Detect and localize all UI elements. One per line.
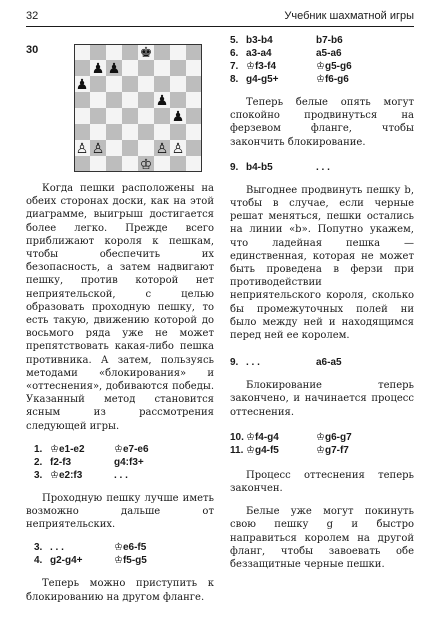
diagram-number: 30 xyxy=(26,44,39,56)
move-number: 3. xyxy=(34,542,43,554)
black-move: . . . xyxy=(114,469,128,481)
board-square xyxy=(122,108,138,124)
black-move: ♔g7-f7 xyxy=(316,444,349,456)
board-square xyxy=(186,156,202,172)
white-move: g4-g5+ xyxy=(246,74,279,85)
page-header xyxy=(26,8,414,27)
board-square xyxy=(138,76,154,92)
board-square xyxy=(122,140,138,156)
board-square xyxy=(74,124,90,140)
move-row xyxy=(230,73,414,86)
board-square xyxy=(186,60,202,76)
move-9 xyxy=(230,161,414,174)
white-move: . . . xyxy=(246,357,260,369)
move-number: 10. xyxy=(230,431,244,443)
move-row xyxy=(26,443,214,456)
move-row xyxy=(26,541,214,554)
move-number: 8. xyxy=(230,74,239,85)
black-move: ♔g6-g7 xyxy=(316,431,352,443)
black-move: ♔e6-f5 xyxy=(114,542,147,554)
board-square xyxy=(186,92,202,108)
paragraph-pushback-done: Процесс оттеснения теперь закончен. xyxy=(230,469,414,495)
board-square xyxy=(106,156,122,172)
board-square xyxy=(90,124,106,140)
move-number: 2. xyxy=(34,456,43,468)
white-move: b4-b5 xyxy=(246,161,273,173)
paragraph-queen-side: Теперь белые опять могут спокойно продвинуться на ферзевом фланге, чтобы закончить блокирование. xyxy=(230,97,414,148)
move-number: 9. xyxy=(230,161,239,173)
board-square xyxy=(122,124,138,140)
white-move: ♔g4-f5 xyxy=(246,444,279,456)
move-number: 4. xyxy=(34,555,43,567)
black-move: g4:f3+ xyxy=(114,456,144,468)
chess-piece: ♟ xyxy=(171,109,185,125)
board-square xyxy=(106,92,122,108)
white-move: f2-f3 xyxy=(50,456,72,468)
board-square xyxy=(138,108,154,124)
board-square xyxy=(186,140,202,156)
white-move: ♔f4-g4 xyxy=(246,431,279,443)
board-square xyxy=(90,108,106,124)
move-list-3 xyxy=(230,34,414,86)
board-square xyxy=(74,92,90,108)
board-square xyxy=(138,124,154,140)
page-number: 32 xyxy=(26,10,39,22)
board-square xyxy=(138,92,154,108)
chess-piece: ♙ xyxy=(171,141,185,157)
board-square xyxy=(170,44,186,60)
move-list-2 xyxy=(26,541,214,567)
board-square xyxy=(154,108,170,124)
board-square xyxy=(154,124,170,140)
white-move: ♔e1-e2 xyxy=(50,443,85,455)
chess-piece: ♙ xyxy=(155,141,169,157)
chess-piece: ♟ xyxy=(75,77,89,93)
board-square xyxy=(186,76,202,92)
move-number: 5. xyxy=(230,35,239,46)
board-square xyxy=(122,76,138,92)
board-square xyxy=(170,156,186,172)
board-square xyxy=(74,108,90,124)
book-title: Учебник шахматной игры xyxy=(284,10,414,22)
move-number: 3. xyxy=(34,469,43,481)
chess-diagram xyxy=(74,44,202,172)
paragraph-intro: Когда пешки расположены на обеих сторонах доски, как на этой диаграмме, выигрыш достигается более легко. Прежде всего приближают короля к пешкам, чтобы обеспечить их безопасность, а затем надвигают пешку, против которой нет неприятельской, с целью образовать проходную пешку, то есть такую, движению которой до восьмого ряда уже не может препятствовать какая-либо пешка противника. А затем, пользуясь методами «блокирования» и «оттеснения», добиваются победы. Указанный метод становится ясным из рассмотрения следующей игры. xyxy=(26,183,214,432)
left-column xyxy=(26,34,214,604)
board-square xyxy=(154,156,170,172)
move-row xyxy=(26,469,214,482)
black-move: ♔f6-g6 xyxy=(316,74,349,85)
white-move: a3-a4 xyxy=(246,48,272,59)
board-square xyxy=(138,140,154,156)
board-square xyxy=(90,156,106,172)
move-row xyxy=(230,431,414,444)
board-square xyxy=(106,140,122,156)
board-square xyxy=(170,124,186,140)
black-move: a6-a5 xyxy=(316,357,342,369)
move-row xyxy=(230,34,414,47)
white-move: ♔f3-f4 xyxy=(246,61,277,72)
board-square xyxy=(74,60,90,76)
board-square xyxy=(170,76,186,92)
board-square xyxy=(186,44,202,60)
board-square xyxy=(122,60,138,76)
black-move: ♔g5-g6 xyxy=(316,61,352,72)
board-square xyxy=(106,76,122,92)
chess-piece: ♟ xyxy=(91,61,105,77)
move-row xyxy=(230,356,414,369)
board-square xyxy=(122,92,138,108)
chess-piece: ♚ xyxy=(139,45,153,61)
black-move: a5-a6 xyxy=(316,48,342,59)
board-square xyxy=(154,60,170,76)
move-number: 6. xyxy=(230,48,239,59)
chess-board xyxy=(74,44,202,172)
paragraph-rook-pawn xyxy=(230,184,414,342)
board-square xyxy=(74,156,90,172)
board-square xyxy=(122,156,138,172)
move-number: 7. xyxy=(230,61,239,72)
paragraph-blockade: Теперь можно приступить к блокированию на другом фланге. xyxy=(26,578,214,603)
black-move: ♔e7-e6 xyxy=(114,443,149,455)
chess-piece: ♙ xyxy=(91,141,105,157)
board-square xyxy=(186,124,202,140)
board-square xyxy=(186,108,202,124)
white-move: . . . xyxy=(50,542,64,554)
paragraph-blockade-done: Блокирование теперь закончено, и начинается процесс оттеснения. xyxy=(230,380,414,418)
board-square xyxy=(90,44,106,60)
board-square xyxy=(106,44,122,60)
move-number: 11. xyxy=(230,444,244,456)
chess-piece: ♔ xyxy=(139,157,153,172)
move-row xyxy=(230,161,414,174)
move-row xyxy=(230,47,414,60)
paragraph-final: Белые уже могут покинуть свою пешку g и быстро направиться королем на другой фланг, чтобы завоевать обе беззащитные черные пешки. xyxy=(230,506,414,571)
move-9-black xyxy=(230,356,414,369)
move-number: 1. xyxy=(34,443,43,455)
board-square xyxy=(106,108,122,124)
move-list-1 xyxy=(26,443,214,482)
move-number: 9. xyxy=(230,357,239,369)
move-row xyxy=(230,60,414,73)
board-square xyxy=(138,60,154,76)
move-list-4 xyxy=(230,431,414,457)
board-square xyxy=(122,44,138,60)
chess-piece: ♟ xyxy=(155,93,169,109)
white-move: g2-g4+ xyxy=(50,555,83,567)
board-square xyxy=(106,124,122,140)
black-move: b7-b6 xyxy=(316,35,343,46)
chess-piece: ♙ xyxy=(75,141,89,157)
chess-piece: ♟ xyxy=(107,61,121,77)
board-square xyxy=(74,44,90,60)
paragraph-rook-pawn-text: Выгоднее продвинуть пешку b, чтобы в случае, если черные решат меняться, пешки остались на линии «b». Попутно укажем, что ладейная пешка — единственная, которая не может быть проведена в ферзи при противодействии неприятельского короля, сколько бы промежуточных полей ни было между ней и находящимся перед ней ее королем. xyxy=(230,184,414,342)
board-square xyxy=(90,76,106,92)
board-square xyxy=(170,60,186,76)
move-row xyxy=(26,456,214,469)
move-row xyxy=(26,554,214,567)
black-move: ♔f5-g5 xyxy=(114,555,147,567)
white-move: b3-b4 xyxy=(246,35,273,46)
board-square xyxy=(90,92,106,108)
move-row xyxy=(230,444,414,457)
white-move: ♔e2:f3 xyxy=(50,469,83,481)
board-square xyxy=(154,76,170,92)
board-square xyxy=(154,44,170,60)
black-move: . . . xyxy=(316,161,330,173)
board-square xyxy=(170,92,186,108)
paragraph-passed-pawn: Проходную пешку лучше иметь возможно дальше от неприятельских. xyxy=(26,492,214,531)
right-column xyxy=(230,34,414,571)
